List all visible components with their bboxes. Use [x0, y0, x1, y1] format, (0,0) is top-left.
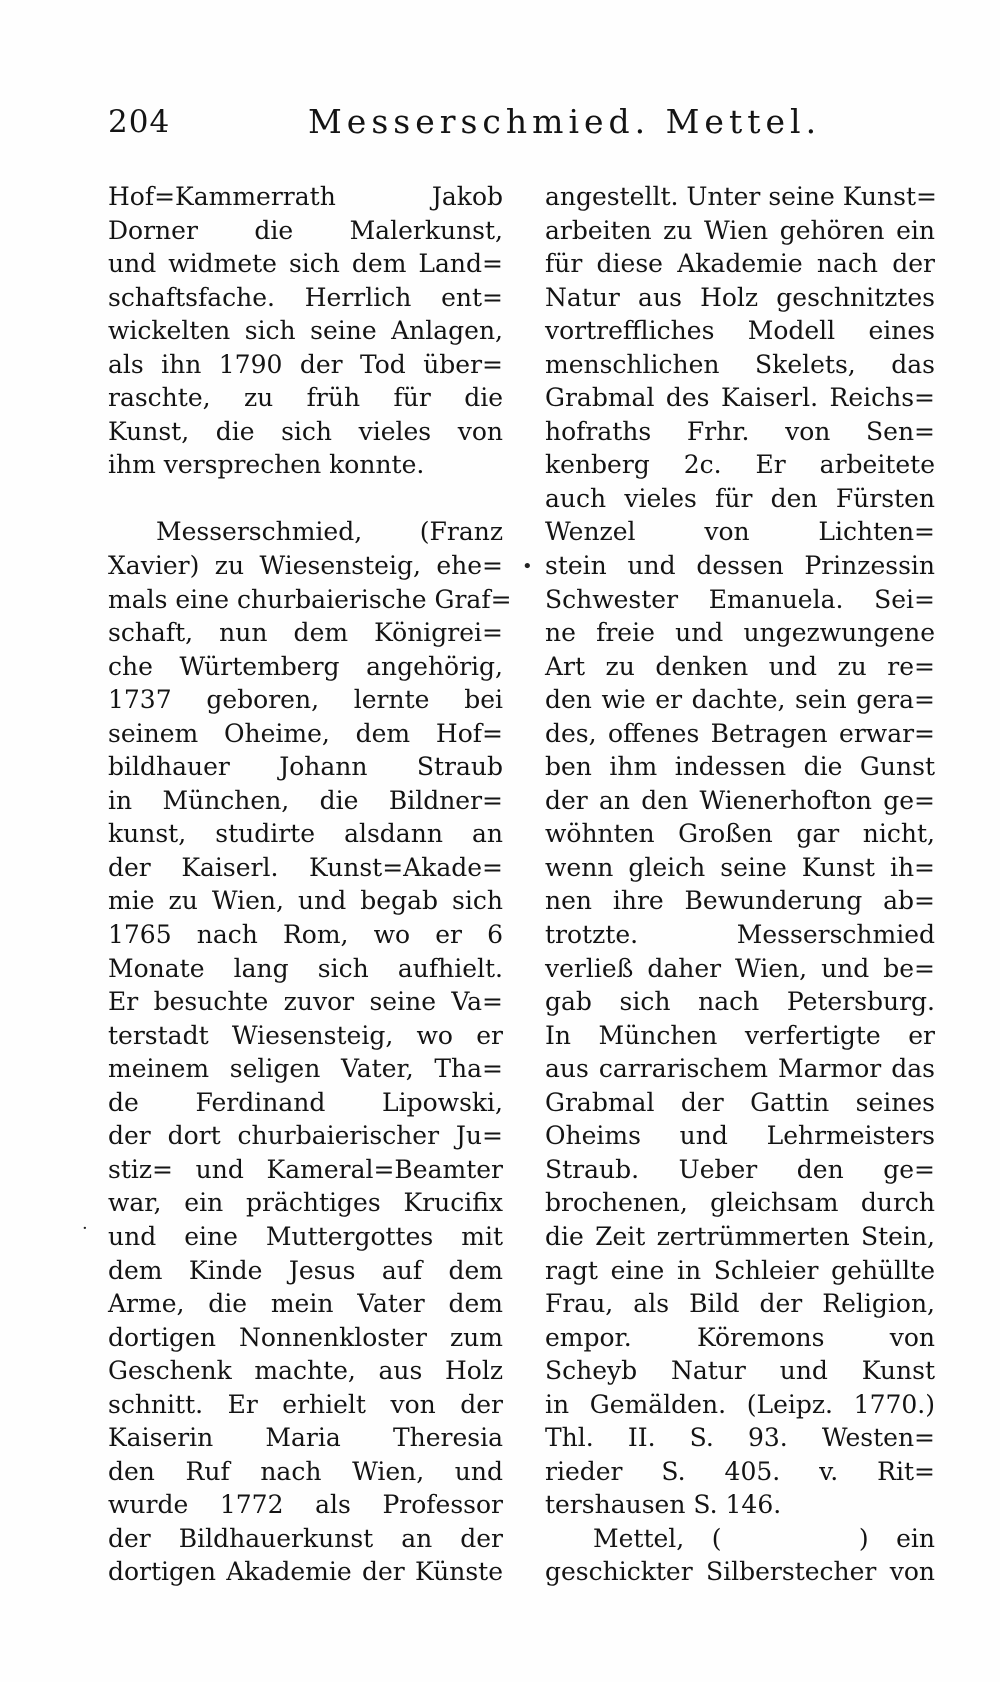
left-line-32: und eine Muttergottes mit [108, 1221, 503, 1251]
right-line-6: menschlichen Skelets, das [545, 349, 935, 379]
right-line-10: auch vieles für den Fürsten [545, 483, 935, 513]
left-line-8: Kunst, die sich vieles von [108, 416, 503, 446]
left-line-34: Arme, die mein Vater dem [108, 1289, 503, 1319]
right-line-9: kenberg 2c. Er arbeitete [545, 450, 935, 480]
right-line-24: verließ daher Wien, und be= [545, 953, 935, 983]
margin-mark: • [522, 556, 533, 577]
left-line-31: war, ein prächtiges Krucifix [108, 1188, 503, 1218]
left-line-36: Geschenk machte, aus Holz [108, 1356, 503, 1386]
left-line-30: stiz= und Kameral=Beamter [108, 1154, 503, 1184]
left-line-5: wickelten sich seine Anlagen, [108, 316, 503, 346]
left-line-26: terstadt Wiesensteig, wo er [108, 1020, 503, 1050]
right-line-2: arbeiten zu Wien gehören ein [545, 215, 935, 245]
right-line-14: ne freie und ungezwungene [545, 618, 935, 648]
right-line-23: trotzte. Messerschmied [545, 920, 935, 950]
left-line-42: dortigen Akademie der Künste [108, 1557, 503, 1587]
right-line-42: geschickter Silberstecher von [545, 1557, 935, 1587]
margin-mark: · [82, 1218, 88, 1239]
left-line-4: schaftsfache. Herrlich ent= [108, 282, 503, 312]
left-line-21: der Kaiserl. Kunst=Akade= [108, 852, 503, 882]
right-line-39: rieder S. 405. v. Rit= [545, 1456, 935, 1486]
right-line-4: Natur aus Holz geschnitztes [545, 282, 935, 312]
left-line-27: meinem seligen Vater, Tha= [108, 1054, 503, 1084]
left-line-1: Hof=Kammerrath Jakob [108, 182, 503, 211]
right-line-18: ben ihm indessen die Gunst [545, 752, 935, 782]
right-text-column [545, 180, 935, 1589]
left-line-25: Er besuchte zuvor seine Va= [108, 987, 503, 1017]
left-line-3: und widmete sich dem Land= [108, 249, 503, 279]
left-line-6: als ihn 1790 der Tod über= [108, 349, 503, 379]
left-line-20: kunst, studirte alsdann an [108, 819, 503, 849]
right-line-11: Wenzel von Lichten= [545, 517, 935, 547]
right-line-20: wöhnten Großen gar nicht, [545, 819, 935, 849]
right-line-33: ragt eine in Schleier gehüllte [545, 1255, 935, 1285]
right-line-13: Schwester Emanuela. Sei= [545, 584, 935, 614]
left-line-18: bildhauer Johann Straub [108, 752, 503, 782]
running-head: Messerschmied. Mettel. [308, 102, 822, 141]
right-line-17: des, offenes Betragen erwar= [545, 718, 935, 748]
right-line-8: hofraths Frhr. von Sen= [545, 416, 935, 446]
right-line-27: aus carrarischem Marmor das [545, 1054, 935, 1084]
right-line-3: für diese Akademie nach der [545, 249, 935, 279]
left-line-28: de Ferdinand Lipowski, [108, 1087, 503, 1117]
left-line-38: Kaiserin Maria Theresia [108, 1423, 503, 1453]
right-line-30: Straub. Ueber den ge= [545, 1154, 935, 1184]
left-line-2: Dorner die Malerkunst, [108, 215, 503, 245]
right-line-29: Oheims und Lehrmeisters [545, 1121, 935, 1151]
right-line-22: nen ihre Bewunderung ab= [545, 886, 935, 916]
left-line-29: der dort churbaierischer Ju= [108, 1121, 503, 1151]
right-line-34: Frau, als Bild der Religion, [545, 1289, 935, 1319]
left-line-40: wurde 1772 als Professor [108, 1490, 503, 1520]
right-line-40: tershausen S. 146. [545, 1490, 782, 1520]
left-line-23: 1765 nach Rom, wo er 6 [108, 920, 503, 950]
left-text-column [108, 180, 512, 1589]
left-line-15: che Würtemberg angehörig, [108, 651, 503, 681]
left-line-33: dem Kinde Jesus auf dem [108, 1255, 503, 1285]
left-line-24: Monate lang sich aufhielt. [108, 953, 503, 983]
left-line-19: in München, die Bildner= [108, 785, 503, 815]
right-line-31: brochenen, gleichsam durch [545, 1188, 935, 1218]
left-line-22: mie zu Wien, und begab sich [108, 886, 503, 916]
left-line-9: ihm versprechen konnte. [108, 450, 425, 480]
left-line-7: raschte, zu früh für die [108, 383, 503, 413]
paragraph-gap [108, 482, 503, 516]
entry-heading-messerschmied: Messerschmied, (Franz [156, 517, 503, 547]
right-line-7: Grabmal des Kaiserl. Reichs= [545, 383, 935, 413]
entry-heading-mettel: Mettel, ( ) ein [593, 1523, 935, 1553]
right-line-38: Thl. II. S. 93. Westen= [545, 1423, 935, 1453]
page-header [108, 96, 888, 156]
left-line-39: den Ruf nach Wien, und [108, 1456, 503, 1486]
right-line-21: wenn gleich seine Kunst ih= [545, 852, 935, 882]
right-line-37: in Gemälden. (Leipz. 1770.) [545, 1389, 935, 1419]
left-line-12: Xavier) zu Wiesensteig, ehe= [108, 551, 503, 581]
left-line-37: schnitt. Er erhielt von der [108, 1389, 503, 1419]
right-line-5: vortreffliches Modell eines [545, 316, 935, 346]
right-line-16: den wie er dachte, sein gera= [545, 685, 935, 715]
right-line-19: der an den Wienerhofton ge= [545, 785, 935, 815]
right-line-1: angestellt. Unter seine Kunst= [545, 182, 937, 211]
right-line-25: gab sich nach Petersburg. [545, 987, 935, 1017]
right-line-32: die Zeit zertrümmerten Stein, [545, 1221, 935, 1251]
right-line-12: stein und dessen Prinzessin [545, 551, 935, 581]
left-line-17: seinem Oheime, dem Hof= [108, 718, 503, 748]
right-line-26: In München verfertigte er [545, 1020, 935, 1050]
left-line-41: der Bildhauerkunst an der [108, 1523, 503, 1553]
left-line-35: dortigen Nonnenkloster zum [108, 1322, 503, 1352]
page-number: 204 [108, 104, 171, 140]
right-line-28: Grabmal der Gattin seines [545, 1087, 935, 1117]
left-line-16: 1737 geboren, lernte bei [108, 685, 503, 715]
left-line-13: mals eine churbaierische Graf= [108, 584, 512, 614]
right-line-15: Art zu denken und zu re= [545, 651, 935, 681]
left-line-14: schaft, nun dem Königrei= [108, 618, 503, 648]
right-line-35: empor. Köremons von [545, 1322, 935, 1352]
right-line-36: Scheyb Natur und Kunst [545, 1356, 935, 1386]
